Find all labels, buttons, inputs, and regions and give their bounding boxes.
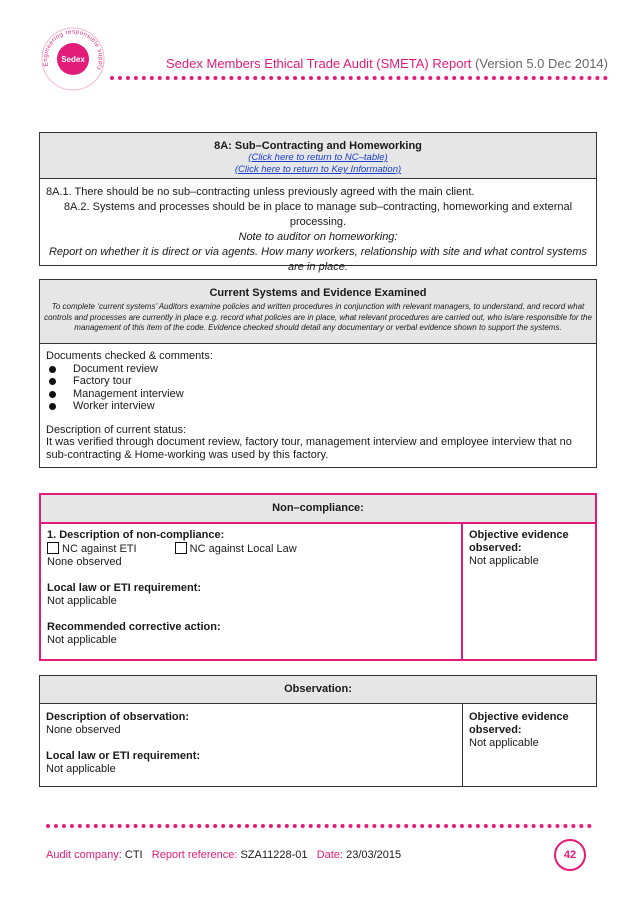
section-8a-box bbox=[39, 132, 597, 273]
footer-company-value: CTI bbox=[124, 849, 143, 861]
nc-action-label: Recommended corrective action: bbox=[47, 621, 221, 633]
nc-eti-checkbox[interactable] bbox=[47, 542, 59, 554]
current-systems-header bbox=[40, 280, 596, 344]
current-systems-box bbox=[39, 279, 597, 468]
page-number: 42 bbox=[554, 839, 586, 871]
status-text: It was verified through document review, factory tour, management interview and employee interview that no sub-contracting & Home-working was used by this factory. bbox=[46, 436, 572, 461]
requirement-8a1: 8A.1. There should be no sub–contracting unless previously agreed with the main client. bbox=[46, 186, 475, 198]
obs-law-label: Local law or ETI requirement: bbox=[46, 750, 201, 762]
current-systems-body bbox=[40, 344, 596, 461]
section-8a-requirements bbox=[40, 179, 596, 275]
current-systems-instructions: To complete ‘current systems’ Auditors examine policies and written procedures in conjunction with relevant managers, to understand, and record what controls and processes are currently in place e.g. record what policies are in place, what relevant procedures are carried out, who is/are responsible for the management of this item of the code. Evidence checked should detail any documentary or verbal evidence shown to support the systems. bbox=[44, 302, 592, 332]
logo-text: Sedex bbox=[61, 55, 85, 64]
report-title-text: Sedex Members Ethical Trade Audit (SMETA) Report bbox=[166, 56, 472, 71]
nc-eti-option[interactable] bbox=[47, 542, 137, 556]
status-label: Description of current status: bbox=[46, 423, 187, 436]
obs-evidence-value: Not applicable bbox=[469, 737, 539, 749]
nc-checkboxes bbox=[47, 542, 455, 556]
report-instruction: Report on whether it is direct or via agents. How many workers, relationship with site and what control systems are in place. bbox=[48, 246, 587, 273]
obs-evidence-column bbox=[462, 704, 596, 786]
current-systems-title: Current Systems and Evidence Examined bbox=[209, 287, 427, 299]
nc-law-label: Local law or ETI requirement: bbox=[47, 582, 202, 594]
list-item: Worker interview bbox=[46, 400, 590, 413]
header-divider bbox=[110, 76, 608, 80]
link-key-information[interactable]: (Click here to return to Key Information) bbox=[234, 164, 402, 175]
obs-description-label: Description of observation: bbox=[46, 711, 190, 723]
report-version: (Version 5.0 Dec 2014) bbox=[475, 56, 608, 71]
footer-date-label: Date: bbox=[316, 849, 344, 861]
section-8a-title: 8A: Sub–Contracting and Homeworking bbox=[214, 140, 422, 152]
nc-local-law-label: NC against Local Law bbox=[189, 543, 297, 555]
non-compliance-details bbox=[41, 522, 461, 659]
nc-description-value: None observed bbox=[47, 556, 122, 568]
observation-title: Observation: bbox=[40, 676, 596, 704]
obs-evidence-label: Objective evidence observed: bbox=[469, 711, 569, 736]
non-compliance-title: Non–compliance: bbox=[41, 495, 595, 524]
nc-eti-label: NC against ETI bbox=[62, 543, 137, 555]
footer-ref-label: Report reference: bbox=[151, 849, 238, 861]
obs-law-value: Not applicable bbox=[46, 763, 116, 775]
list-item: Factory tour bbox=[46, 375, 590, 388]
svg-text:Engineering responsible supply: Engineering responsible supply bbox=[43, 29, 104, 72]
nc-law-value: Not applicable bbox=[47, 595, 117, 607]
non-compliance-box bbox=[39, 493, 597, 661]
observation-box bbox=[39, 675, 597, 787]
report-title bbox=[166, 56, 608, 71]
nc-evidence-value: Not applicable bbox=[469, 555, 539, 567]
list-item: Document review bbox=[46, 363, 590, 376]
section-8a-header bbox=[40, 133, 596, 179]
footer-ref-value: SZA11228-01 bbox=[240, 849, 308, 861]
requirement-8a2: 8A.2. Systems and processes should be in place to manage sub–contracting, homeworking and external processing. bbox=[63, 201, 573, 228]
nc-action-value: Not applicable bbox=[47, 634, 117, 646]
nc-description-label: 1. Description of non-compliance: bbox=[47, 529, 225, 541]
footer-info bbox=[46, 849, 401, 861]
nc-local-law-checkbox[interactable] bbox=[175, 542, 187, 554]
link-nc-table[interactable]: (Click here to return to NC–table) bbox=[248, 152, 388, 163]
auditor-note: Note to auditor on homeworking: bbox=[238, 231, 398, 243]
nc-evidence-column bbox=[461, 522, 595, 659]
documents-label: Documents checked & comments: bbox=[46, 350, 213, 362]
sedex-logo bbox=[40, 26, 106, 92]
obs-description-value: None observed bbox=[46, 724, 121, 736]
observation-details bbox=[40, 704, 462, 786]
footer-company-label: Audit company: bbox=[46, 849, 122, 861]
nc-local-law-option[interactable] bbox=[175, 542, 297, 556]
footer-divider bbox=[46, 824, 592, 828]
documents-list bbox=[46, 363, 590, 413]
footer-date-value: 23/03/2015 bbox=[346, 849, 402, 861]
nc-evidence-label: Objective evidence observed: bbox=[469, 529, 569, 554]
list-item: Management interview bbox=[46, 388, 590, 401]
